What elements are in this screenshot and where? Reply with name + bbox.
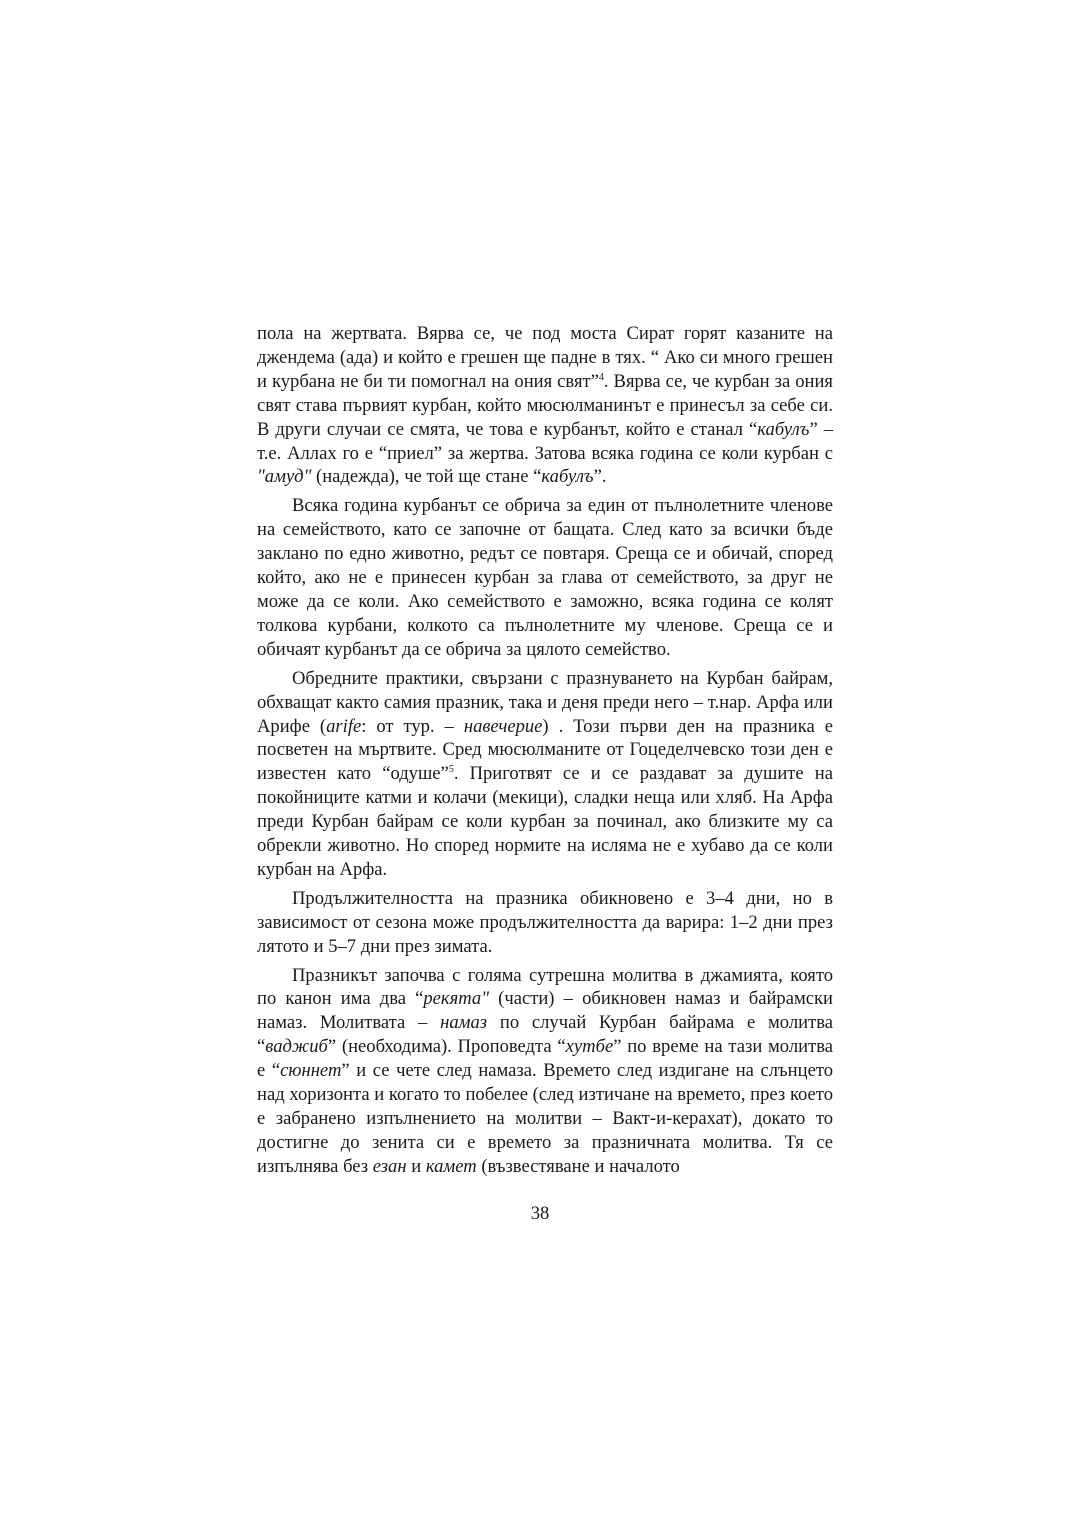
italic-term: намаз [440, 1012, 488, 1034]
italic-term: навечерие [463, 715, 543, 737]
italic-term: сюннет [280, 1060, 342, 1082]
italic-term: ваджиб [265, 1036, 328, 1058]
italic-term: "амуд" [257, 466, 312, 488]
italic-term: езан [372, 1155, 407, 1177]
italic-term: кабулъ [541, 466, 594, 488]
paragraph-2: Всяка година курбанът се обрича за един от пълнолетните членове на семейството, като се започне от бащата. След като за всички бъде заклано по едно животно, редът се повтаря. Среща се и обичай, според който, ако не е принесен курбан за глава от семейството, за друг не може да се коли. Ако семейството е заможно, всяка година се колят толкова курбани, колкото са пълнолетните му членове. Среща се и обичаят курбанът да се обрича за цялото семейство. [257, 495, 833, 660]
body-text [257, 322, 833, 1179]
paragraph-5: Празникът започва с голяма сутрешна молитва в джамията, която по канон има два “рекята" (части) – обикновен намаз и байрамски намаз. Молитвата – намаз по случай Курбан байрама е молитва “ваджиб” (необходима). Проповедта “хутбе” по време на тази молитва е “сюннет” и се чете след намаза. Времето след издигане на слънцето над хоризонта и когато то побелее (след изтичане на времето, през което е забранено изпълнението на молитви – Вакт-и-керахат), докато то достигне до зенита си е времето за празничната молитва. Тя се изпълнява без езан и камет (възвестяване и началото [257, 964, 834, 1177]
italic-term: камет [425, 1155, 477, 1177]
footnote-ref: 4 [598, 371, 604, 383]
paragraph-3: Обредните практики, свързани с празнуването на Курбан байрам, обхващат както самия празник, така и деня преди него – т.нар. Арфа или Арифе (arife: от тур. – навечерие) . Този първи ден на празника е посветен на мъртвите. Сред мюсюлманите от Гоцеделчевско този ден е известен като “одуше”$^5$. Приготвят се и се раздават за душите на покойниците катми и колачи (мекици), сладки неща или хляб. На Арфа преди Курбан байрам се коли курбан за починал, ако близките му са обрекли животно. Но според нормите на исляма не е хубаво да се коли курбан на Арфа. [257, 667, 833, 880]
italic-term: arife [326, 715, 362, 737]
footnote-ref: 5 [448, 764, 454, 776]
italic-term: рекята" [423, 988, 490, 1010]
italic-term: хутбе [565, 1036, 614, 1058]
paragraph-1: пола на жертвата. Вярва се, че под моста Сират горят казаните на джендема (ада) и който е грешен ще падне в тях. “ Ако си много грешен и курбана не би ти помогнал на ония свят”$^4$. Вярва се, че курбан за ония свят става първият курбан, който мюсюлманинът е принесъл за себе си. В други случаи се смята, че това е курбанът, който е станал “кабулъ” – т.е. Аллах го е “приел” за жертва. Затова всяка година се коли курбан с "амуд" (надежда), че той ще стане “кабулъ”. [257, 323, 834, 488]
paragraph-4: Продължителността на празника обикновено е 3–4 дни, но в зависимост от сезона може продължителността да варира: 1–2 дни през лятото и 5–7 дни през зимата. [257, 887, 833, 957]
page-number: 38 [530, 1203, 550, 1224]
italic-term: кабулъ [757, 418, 810, 440]
